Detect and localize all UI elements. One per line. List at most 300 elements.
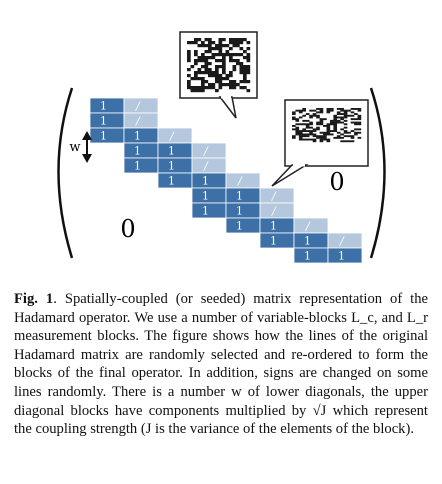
pattern-cell: [323, 139, 327, 141]
pattern-cell: [347, 132, 351, 134]
pattern-cell: [295, 118, 299, 120]
pattern-cell: [323, 125, 327, 127]
pattern-cell: [240, 38, 244, 41]
pattern-cell: [306, 135, 310, 137]
pattern-cell: [333, 117, 337, 119]
pattern-cell: [219, 53, 223, 56]
pattern-cell: [229, 59, 233, 62]
block-label-slash: /: [306, 219, 310, 233]
pattern-cell: [354, 132, 358, 134]
pattern-cell: [205, 86, 209, 89]
pattern-cell: [194, 89, 198, 92]
block-label-slash: /: [204, 159, 208, 173]
pattern-cell: [327, 132, 331, 134]
dark-block: [192, 203, 226, 218]
dark-block: [328, 248, 362, 263]
pattern-cell: [194, 74, 198, 77]
pattern-cell: [222, 83, 226, 86]
pattern-cell: [316, 128, 320, 130]
pattern-cell: [187, 59, 191, 62]
pattern-cell: [198, 56, 202, 59]
caption-text: . Spatially-coupled (or seeded) matrix representation of the Hadamard operator. We use a number of variable-blocks L_c, and L_r measurement blocks. The figure shows how the lines of the original Hadamard matrix are randomly selected and re-ordered to form the blocks of the final operator. In addition, signs are changed on some lines randomly. There is a number w of lower diagonals, the upper diagonal blocks have components multiplied by √J which represent the coupling strength (J is the variance of the elements of the block).: [14, 291, 428, 438]
block-label-one: 1: [134, 144, 141, 158]
pattern-cell: [344, 140, 348, 142]
pattern-cell: [316, 111, 320, 113]
pattern-cell: [243, 65, 247, 68]
zero-lower-left: 0: [120, 215, 136, 243]
pattern-cell: [320, 139, 324, 141]
pattern-cell: [219, 47, 223, 50]
pattern-cell: [212, 86, 216, 89]
pattern-cell: [205, 44, 209, 47]
pattern-cell: [201, 89, 205, 92]
pattern-cell: [358, 108, 362, 110]
pattern-cell: [340, 110, 344, 112]
pattern-cell: [198, 71, 202, 74]
block-label-slash: /: [170, 129, 174, 143]
pattern-cell: [347, 110, 351, 112]
pattern-cell: [205, 80, 209, 83]
pattern-cell: [337, 113, 341, 115]
pattern-cell: [347, 115, 351, 117]
block-label-one: 1: [202, 189, 209, 203]
dark-block: [226, 203, 260, 218]
pattern-cell: [226, 50, 230, 53]
pattern-cell: [306, 113, 310, 115]
pattern-cell: [187, 83, 191, 86]
pattern-cell: [233, 83, 237, 86]
pattern-cell: [194, 86, 198, 89]
pattern-cell: [240, 80, 244, 83]
pattern-cell: [320, 108, 324, 110]
pattern-cell: [320, 140, 324, 142]
pattern-cell: [187, 86, 191, 89]
pattern-cell: [222, 62, 226, 65]
pattern-cell: [330, 123, 334, 125]
pattern-cell: [187, 74, 191, 77]
pattern-cell: [208, 41, 212, 44]
pattern-cell: [351, 108, 355, 110]
light-block: [192, 158, 226, 173]
pattern-cell: [327, 134, 331, 136]
pattern-cell: [327, 111, 331, 113]
pattern-cell: [243, 50, 247, 53]
pattern-cell: [208, 74, 212, 77]
pattern-cell: [229, 71, 233, 74]
block-label-one: 1: [100, 129, 107, 143]
dark-block: [192, 173, 226, 188]
pattern-cell: [306, 134, 310, 136]
pattern-cell: [194, 53, 198, 56]
pattern-cell: [219, 77, 223, 80]
pattern-cell: [236, 59, 240, 62]
pattern-cell: [347, 140, 351, 142]
pattern-cell: [201, 83, 205, 86]
pattern-cell: [212, 83, 216, 86]
light-block: [158, 128, 192, 143]
pattern-cell: [201, 80, 205, 83]
pattern-cell: [323, 134, 327, 136]
pattern-cell: [240, 65, 244, 68]
pattern-cell: [358, 123, 362, 125]
pattern-cell: [191, 89, 195, 92]
pattern-cell: [240, 41, 244, 44]
pattern-cell: [316, 122, 320, 124]
pattern-cell: [340, 137, 344, 139]
pattern-cell: [327, 130, 331, 132]
dark-block: [124, 143, 158, 158]
pattern-cell: [309, 134, 313, 136]
pattern-cell: [212, 56, 216, 59]
pattern-cell: [302, 130, 306, 132]
dark-block: [226, 188, 260, 203]
pattern-cell: [198, 38, 202, 41]
pattern-cell: [191, 65, 195, 68]
pattern-cell: [316, 127, 320, 129]
pattern-cell: [215, 68, 219, 71]
block-label-slash: /: [238, 174, 242, 188]
pattern-cell: [295, 130, 299, 132]
pattern-cell: [330, 120, 334, 122]
pattern-cell: [233, 41, 237, 44]
pattern-cell: [243, 71, 247, 74]
pattern-cell: [191, 41, 195, 44]
pattern-cell: [344, 113, 348, 115]
pattern-cell: [194, 59, 198, 62]
pattern-cell: [236, 44, 240, 47]
pattern-cell: [320, 111, 324, 113]
pattern-cell: [187, 80, 191, 83]
pattern-cell: [299, 130, 303, 132]
pattern-cell: [327, 108, 331, 110]
pattern-cell: [247, 71, 251, 74]
left-parenthesis: [59, 88, 73, 258]
light-block: [124, 98, 158, 113]
pattern-cell: [299, 139, 303, 141]
pattern-cell: [240, 68, 244, 71]
pattern-cell: [194, 62, 198, 65]
pattern-cell: [309, 115, 313, 117]
block-label-one: 1: [100, 114, 107, 128]
pattern-cell: [333, 128, 337, 130]
pattern-cell: [240, 71, 244, 74]
pattern-cell: [309, 139, 313, 141]
dark-block: [158, 173, 192, 188]
pattern-cell: [309, 127, 313, 129]
pattern-cell: [327, 127, 331, 129]
figure-caption: [14, 290, 428, 439]
pattern-cell: [198, 89, 202, 92]
pattern-cell: [243, 74, 247, 77]
light-block: [124, 113, 158, 128]
pattern-cell: [299, 134, 303, 136]
pattern-cell: [320, 110, 324, 112]
pattern-cell: [208, 83, 212, 86]
pattern-cell: [320, 132, 324, 134]
block-label-slash: /: [136, 114, 140, 128]
pattern-cell: [222, 38, 226, 41]
pattern-cell: [222, 44, 226, 47]
pattern-cell: [215, 77, 219, 80]
pattern-cell: [198, 86, 202, 89]
pattern-cell: [306, 127, 310, 129]
pattern-cell: [292, 125, 296, 127]
pattern-cell: [194, 38, 198, 41]
pattern-cell: [313, 113, 317, 115]
pattern-cell: [351, 130, 355, 132]
hadamard-callout-top: [180, 32, 257, 118]
pattern-cell: [219, 50, 223, 53]
block-label-slash: /: [340, 234, 344, 248]
pattern-cell: [243, 77, 247, 80]
light-block: [260, 188, 294, 203]
pattern-cell: [205, 50, 209, 53]
pattern-cell: [295, 132, 299, 134]
pattern-cell: [299, 135, 303, 137]
pattern-cell: [198, 68, 202, 71]
block-label-one: 1: [168, 144, 175, 158]
pattern-cell: [215, 65, 219, 68]
pattern-cell: [243, 80, 247, 83]
pattern-cell: [212, 53, 216, 56]
light-block: [226, 173, 260, 188]
hadamard-callout-right: [272, 100, 368, 186]
pattern-cell: [333, 122, 337, 124]
pattern-cell: [295, 134, 299, 136]
dark-block: [90, 113, 124, 128]
pattern-cell: [201, 65, 205, 68]
pattern-cell: [205, 56, 209, 59]
dark-block: [260, 218, 294, 233]
pattern-cell: [205, 71, 209, 74]
pattern-cell: [229, 83, 233, 86]
pattern-cell: [316, 115, 320, 117]
block-label-one: 1: [134, 159, 141, 173]
pattern-cell: [229, 53, 233, 56]
pattern-cell: [201, 41, 205, 44]
block-label-slash: /: [272, 204, 276, 218]
pattern-cell: [219, 59, 223, 62]
pattern-cell: [240, 62, 244, 65]
light-block: [328, 233, 362, 248]
pattern-cell: [229, 80, 233, 83]
pattern-cell: [337, 120, 341, 122]
pattern-cell: [333, 123, 337, 125]
pattern-cell: [219, 86, 223, 89]
block-label-one: 1: [236, 204, 243, 218]
pattern-cell: [201, 59, 205, 62]
pattern-cell: [233, 59, 237, 62]
pattern-cell: [219, 44, 223, 47]
pattern-cell: [191, 86, 195, 89]
pattern-cell: [320, 118, 324, 120]
light-block: [294, 218, 328, 233]
pattern-cell: [240, 53, 244, 56]
pattern-cell: [226, 44, 230, 47]
pattern-cell: [292, 117, 296, 119]
pattern-cell: [229, 47, 233, 50]
pattern-cell: [233, 38, 237, 41]
pattern-cell: [247, 68, 251, 71]
pattern-cell: [222, 53, 226, 56]
zero-upper-right: 0: [329, 168, 345, 196]
pattern-cell: [302, 110, 306, 112]
block-label-one: 1: [168, 159, 175, 173]
pattern-cell: [215, 53, 219, 56]
pattern-cell: [313, 135, 317, 137]
pattern-cell: [215, 44, 219, 47]
pattern-cell: [222, 68, 226, 71]
pattern-cell: [316, 123, 320, 125]
pattern-cell: [306, 130, 310, 132]
pattern-cell: [351, 122, 355, 124]
pattern-cell: [229, 74, 233, 77]
pattern-cell: [219, 74, 223, 77]
pattern-cell: [219, 38, 223, 41]
block-label-one: 1: [236, 219, 243, 233]
pattern-cell: [354, 128, 358, 130]
pattern-cell: [212, 41, 216, 44]
pattern-cell: [327, 110, 331, 112]
pattern-cell: [247, 47, 251, 50]
pattern-cell: [236, 83, 240, 86]
pattern-cell: [333, 137, 337, 139]
pattern-cell: [337, 108, 341, 110]
pattern-cell: [358, 132, 362, 134]
pattern-cell: [187, 68, 191, 71]
pattern-cell: [198, 44, 202, 47]
pattern-cell: [247, 53, 251, 56]
pattern-cell: [351, 118, 355, 120]
dark-block: [226, 218, 260, 233]
pattern-cell: [302, 120, 306, 122]
pattern-cell: [309, 123, 313, 125]
pattern-cell: [194, 71, 198, 74]
pattern-cell: [302, 123, 306, 125]
light-block: [192, 143, 226, 158]
pattern-cell: [226, 77, 230, 80]
pattern-cell: [313, 128, 317, 130]
pattern-cell: [187, 56, 191, 59]
pattern-cell: [354, 134, 358, 136]
pattern-cell: [327, 128, 331, 130]
pattern-cell: [187, 41, 191, 44]
pattern-cell: [337, 111, 341, 113]
dark-block: [192, 188, 226, 203]
pattern-cell: [340, 117, 344, 119]
pattern-cell: [330, 122, 334, 124]
pattern-cell: [344, 110, 348, 112]
pattern-cell: [354, 118, 358, 120]
pattern-cell: [215, 59, 219, 62]
pattern-cell: [299, 117, 303, 119]
pattern-cell: [194, 41, 198, 44]
pattern-cell: [313, 140, 317, 142]
pattern-cell: [313, 115, 317, 117]
pattern-cell: [309, 122, 313, 124]
pattern-cell: [215, 80, 219, 83]
pattern-cell: [358, 137, 362, 139]
pattern-cell: [316, 117, 320, 119]
pattern-cell: [247, 56, 251, 59]
pattern-cell: [229, 41, 233, 44]
pattern-cell: [247, 89, 251, 92]
light-block: [260, 203, 294, 218]
pattern-cell: [330, 130, 334, 132]
pattern-cell: [340, 108, 344, 110]
dark-block: [294, 233, 328, 248]
dark-block: [90, 98, 124, 113]
pattern-cell: [358, 115, 362, 117]
pattern-cell: [333, 125, 337, 127]
pattern-cell: [354, 122, 358, 124]
block-label-one: 1: [270, 219, 277, 233]
pattern-cell: [299, 132, 303, 134]
block-label-one: 1: [168, 174, 175, 188]
pattern-cell: [323, 132, 327, 134]
dark-block: [158, 158, 192, 173]
pattern-cell: [191, 77, 195, 80]
pattern-cell: [233, 80, 237, 83]
pattern-cell: [316, 108, 320, 110]
pattern-cell: [205, 62, 209, 65]
pattern-cell: [222, 65, 226, 68]
pattern-cell: [344, 111, 348, 113]
pattern-cell: [320, 122, 324, 124]
pattern-cell: [330, 110, 334, 112]
pattern-cell: [337, 137, 341, 139]
pattern-cell: [302, 128, 306, 130]
pattern-cell: [347, 135, 351, 137]
pattern-cell: [302, 135, 306, 137]
pattern-cell: [358, 110, 362, 112]
pattern-cell: [351, 111, 355, 113]
dark-block: [260, 233, 294, 248]
dark-block: [90, 128, 124, 143]
pattern-cell: [309, 130, 313, 132]
block-label-one: 1: [134, 129, 141, 143]
pattern-cell: [299, 111, 303, 113]
pattern-cell: [247, 59, 251, 62]
block-label-one: 1: [304, 249, 311, 263]
pattern-cell: [215, 71, 219, 74]
pattern-cell: [330, 108, 334, 110]
pattern-cell: [351, 115, 355, 117]
pattern-cell: [320, 137, 324, 139]
pattern-cell: [201, 53, 205, 56]
pattern-cell: [243, 38, 247, 41]
pattern-cell: [243, 68, 247, 71]
pattern-cell: [323, 118, 327, 120]
pattern-cell: [201, 77, 205, 80]
block-label-one: 1: [304, 234, 311, 248]
pattern-cell: [236, 62, 240, 65]
pattern-cell: [208, 44, 212, 47]
pattern-cell: [344, 117, 348, 119]
pattern-cell: [205, 68, 209, 71]
pattern-cell: [236, 53, 240, 56]
w-label: w: [69, 140, 81, 155]
pattern-cell: [344, 127, 348, 129]
pattern-cell: [212, 71, 216, 74]
pattern-cell: [236, 41, 240, 44]
pattern-cell: [222, 77, 226, 80]
pattern-cell: [292, 137, 296, 139]
pattern-cell: [340, 122, 344, 124]
pattern-cell: [240, 86, 244, 89]
pattern-cell: [222, 59, 226, 62]
pattern-cell: [340, 113, 344, 115]
